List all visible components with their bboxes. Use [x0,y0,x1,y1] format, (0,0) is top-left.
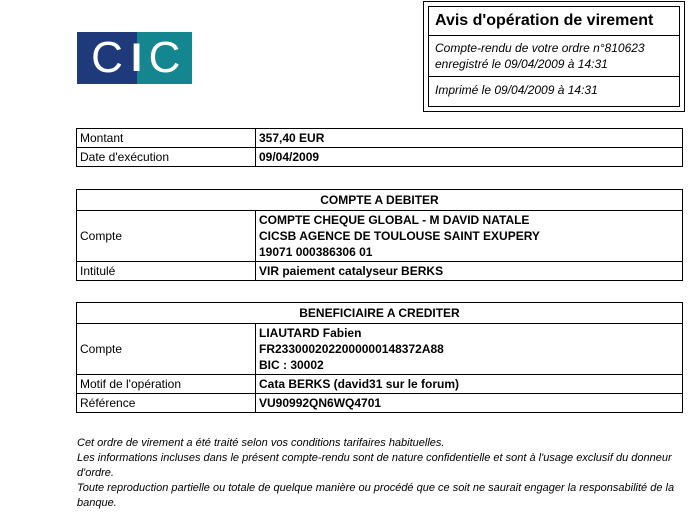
montant-table [76,128,683,167]
credit-header: BENEFICIAIRE A CREDITER [77,303,683,324]
debit-compte-line2: CICSB AGENCE DE TOULOUSE SAINT EXUPERY [259,229,540,243]
debit-compte-line3: 19071 000386306 01 [259,245,373,259]
credit-compte-line3: BIC : 30002 [259,358,324,372]
montant-label: Montant [77,129,256,148]
note-line3: Toute reproduction partielle ou totale de quelque manière ou procédé que ce soit ne saurait engager la responsabilité de la banque. [77,482,675,509]
table-row [77,211,683,262]
table-row [77,303,683,324]
compte-rendu [429,36,679,77]
debit-header: COMPTE A DEBITER [77,190,683,211]
credit-compte-value [256,324,683,375]
reference-label: Référence [77,394,256,413]
logo-left-block [77,32,137,84]
compte-rendu-line2: enregistré le 09/04/2009 à 14:31 [435,57,608,71]
debit-compte-label: Compte [77,211,256,262]
compte-rendu-line1: Compte-rendu de votre ordre n°810623 [435,41,645,55]
intitule-value: VIR paiement catalyseur BERKS [256,262,683,281]
logo-letter-i: I [130,36,143,80]
table-row [77,262,683,281]
table-row [77,148,683,167]
motif-value: Cata BERKS (david31 sur le forum) [256,375,683,394]
date-execution-value: 09/04/2009 [256,148,683,167]
avis-title: Avis d'opération de virement [429,7,679,36]
logo-letter-i-block [130,32,143,84]
table-row [77,324,683,375]
imprime-date: Imprimé le 09/04/2009 à 14:31 [435,83,598,97]
date-execution-label: Date d'exécution [77,148,256,167]
reference-value: VU90992QN6WQ4701 [256,394,683,413]
table-row [77,394,683,413]
table-row [77,129,683,148]
logo-letter-c-left: C [91,33,123,82]
montant-value: 357,40 EUR [256,129,683,148]
debit-compte-line1: COMPTE CHEQUE GLOBAL - M DAVID NATALE [259,213,530,227]
table-row [77,375,683,394]
debit-compte-value [256,211,683,262]
debit-table [76,189,683,281]
logo-right-block [137,32,192,84]
credit-compte-line2: FR2330002022000000148372A88 [259,342,444,356]
logo-letter-c-right: C [148,33,181,82]
intitule-label: Intitulé [77,262,256,281]
motif-label: Motif de l'opération [77,375,256,394]
credit-compte-label: Compte [77,324,256,375]
legal-notes [77,436,687,511]
avis-box [423,1,685,112]
credit-table [76,302,683,413]
note-line2: Les informations incluses dans le présent compte-rendu sont de nature confidentielle et sont à l'usage exclusif du donneur d'ordre. [77,452,672,479]
note-line1: Cet ordre de virement a été traité selon vos conditions tarifaires habituelles. [77,437,445,449]
cic-logo [77,32,192,84]
avis-inner [428,6,680,107]
credit-compte-line1: LIAUTARD Fabien [259,326,362,340]
table-row [77,190,683,211]
